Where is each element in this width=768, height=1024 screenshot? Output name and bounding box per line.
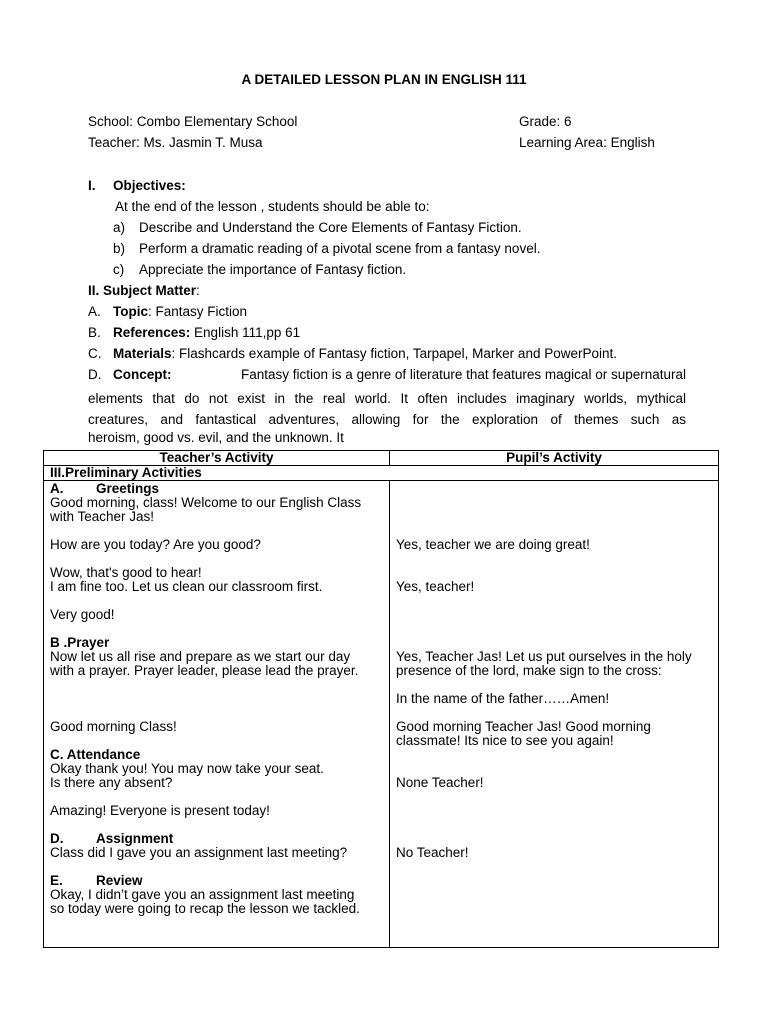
concept-label: Concept: [113,367,172,382]
pupil-activity-cell [390,481,719,948]
activity-table [43,450,719,948]
teacher-line: Teacher: Ms. Jasmin T. Musa [88,135,263,150]
review-letter: E. [50,873,63,888]
preliminary-activities-heading: III.Preliminary Activities [44,466,719,481]
objective-item: Perform a dramatic reading of a pivotal scene from a fantasy novel. [139,241,541,256]
prayer-heading: B .Prayer [50,635,110,650]
teacher-praise: Very good! [50,607,115,622]
concept-letter: D. [88,367,102,382]
concept-text-line2: elements that do not exist in the real world. It often includes imaginary worlds, mythical [88,391,686,406]
teacher-instruction: I am fine too. Let us clean our classroom first. [50,579,323,594]
objective-item: Describe and Understand the Core Elements of Fantasy Fiction. [139,220,522,235]
assignment-heading: Assignment [96,831,174,846]
section-row [44,466,719,481]
materials-letter: C. [88,346,102,361]
concept-text-line3: creatures, and fantastical adventures, allowing for the exploration of themes such as [88,412,686,427]
pupil-attendance-response: None Teacher! [396,775,484,790]
grade-line: Grade: 6 [519,114,572,129]
objective-letter: b) [113,241,126,256]
subject-matter-heading [88,283,200,298]
teacher-activity-cell [44,481,390,948]
teacher-question: How are you today? Are you good? [50,537,261,552]
teacher-attendance-2: Is there any absent? [50,775,173,790]
subject-matter-label: II. Subject Matter [88,283,197,298]
references-value: English 111,pp 61 [190,325,301,340]
objective-letter: c) [113,262,125,277]
materials-label: Materials [113,346,172,361]
objectives-heading: Objectives: [113,178,186,193]
subject-matter-colon: : [196,283,200,298]
objective-letter: a) [113,220,126,235]
pupil-activity-header: Pupil’s Activity [390,451,719,466]
concept-text-line4: heroism, good vs. evil, and the unknown. It [88,430,344,445]
pupil-prayer-line: In the name of the father……Amen! [396,691,610,706]
attendance-heading: C. Attendance [50,747,141,762]
references-line [113,325,300,340]
materials-line [113,346,617,361]
pupil-greeting-response: Good morning Teacher Jas! Good morning classmate! Its nice to see you again! [396,719,651,748]
teacher-assignment-question: Class did I gave you an assignment last meeting? [50,845,348,860]
teacher-greeting-class: Good morning Class! [50,719,177,734]
concept-first-line [113,367,686,382]
page-title: A DETAILED LESSON PLAN IN ENGLISH 111 [241,72,527,87]
teacher-attendance-3: Amazing! Everyone is present today! [50,803,270,818]
assignment-letter: D. [50,831,64,846]
learning-area-line: Learning Area: English [519,135,655,150]
pupil-prayer-response: Yes, Teacher Jas! Let us put ourselves in the holy presence of the lord, make sign to the cross: [396,649,692,678]
objective-item: Appreciate the importance of Fantasy fiction. [139,262,407,277]
concept-text-line1: Fantasy fiction is a genre of literature that features magical or supernatural [241,367,686,382]
pupil-response: Yes, teacher we are doing great! [396,537,590,552]
table-row [44,481,719,948]
objectives-number: I. [88,178,96,193]
references-letter: B. [88,325,101,340]
topic-letter: A. [88,304,101,319]
review-heading: Review [96,873,143,888]
pupil-response: Yes, teacher! [396,579,475,594]
school-line: School: Combo Elementary School [88,114,298,129]
greetings-letter: A. [50,481,64,496]
table-header-row [44,451,719,466]
materials-value: : Flashcards example of Fantasy fiction, Tarpapel, Marker and PowerPoint. [171,346,617,361]
greetings-heading: Greetings [96,481,160,496]
teacher-greeting: Good morning, class! Welcome to our English Class with Teacher Jas! [50,495,362,524]
topic-value: : Fantasy Fiction [148,304,248,319]
objectives-intro: At the end of the lesson , students should be able to: [115,199,430,214]
teacher-prayer-instruction: Now let us all rise and prepare as we start our day with a prayer. Prayer leader, please lead the prayer. [50,649,359,678]
topic-label: Topic [113,304,148,319]
pupil-assignment-response: No Teacher! [396,845,469,860]
teacher-activity-header: Teacher’s Activity [44,451,390,466]
topic-line [113,304,247,319]
teacher-review-text: Okay, I didn’t gave you an assignment last meeting so today were going to recap the lesson we tackled. [50,887,360,916]
teacher-attendance-1: Okay thank you! You may now take your seat. [50,761,324,776]
teacher-response: Wow, that's good to hear! [50,565,202,580]
references-label: References: [113,325,191,340]
